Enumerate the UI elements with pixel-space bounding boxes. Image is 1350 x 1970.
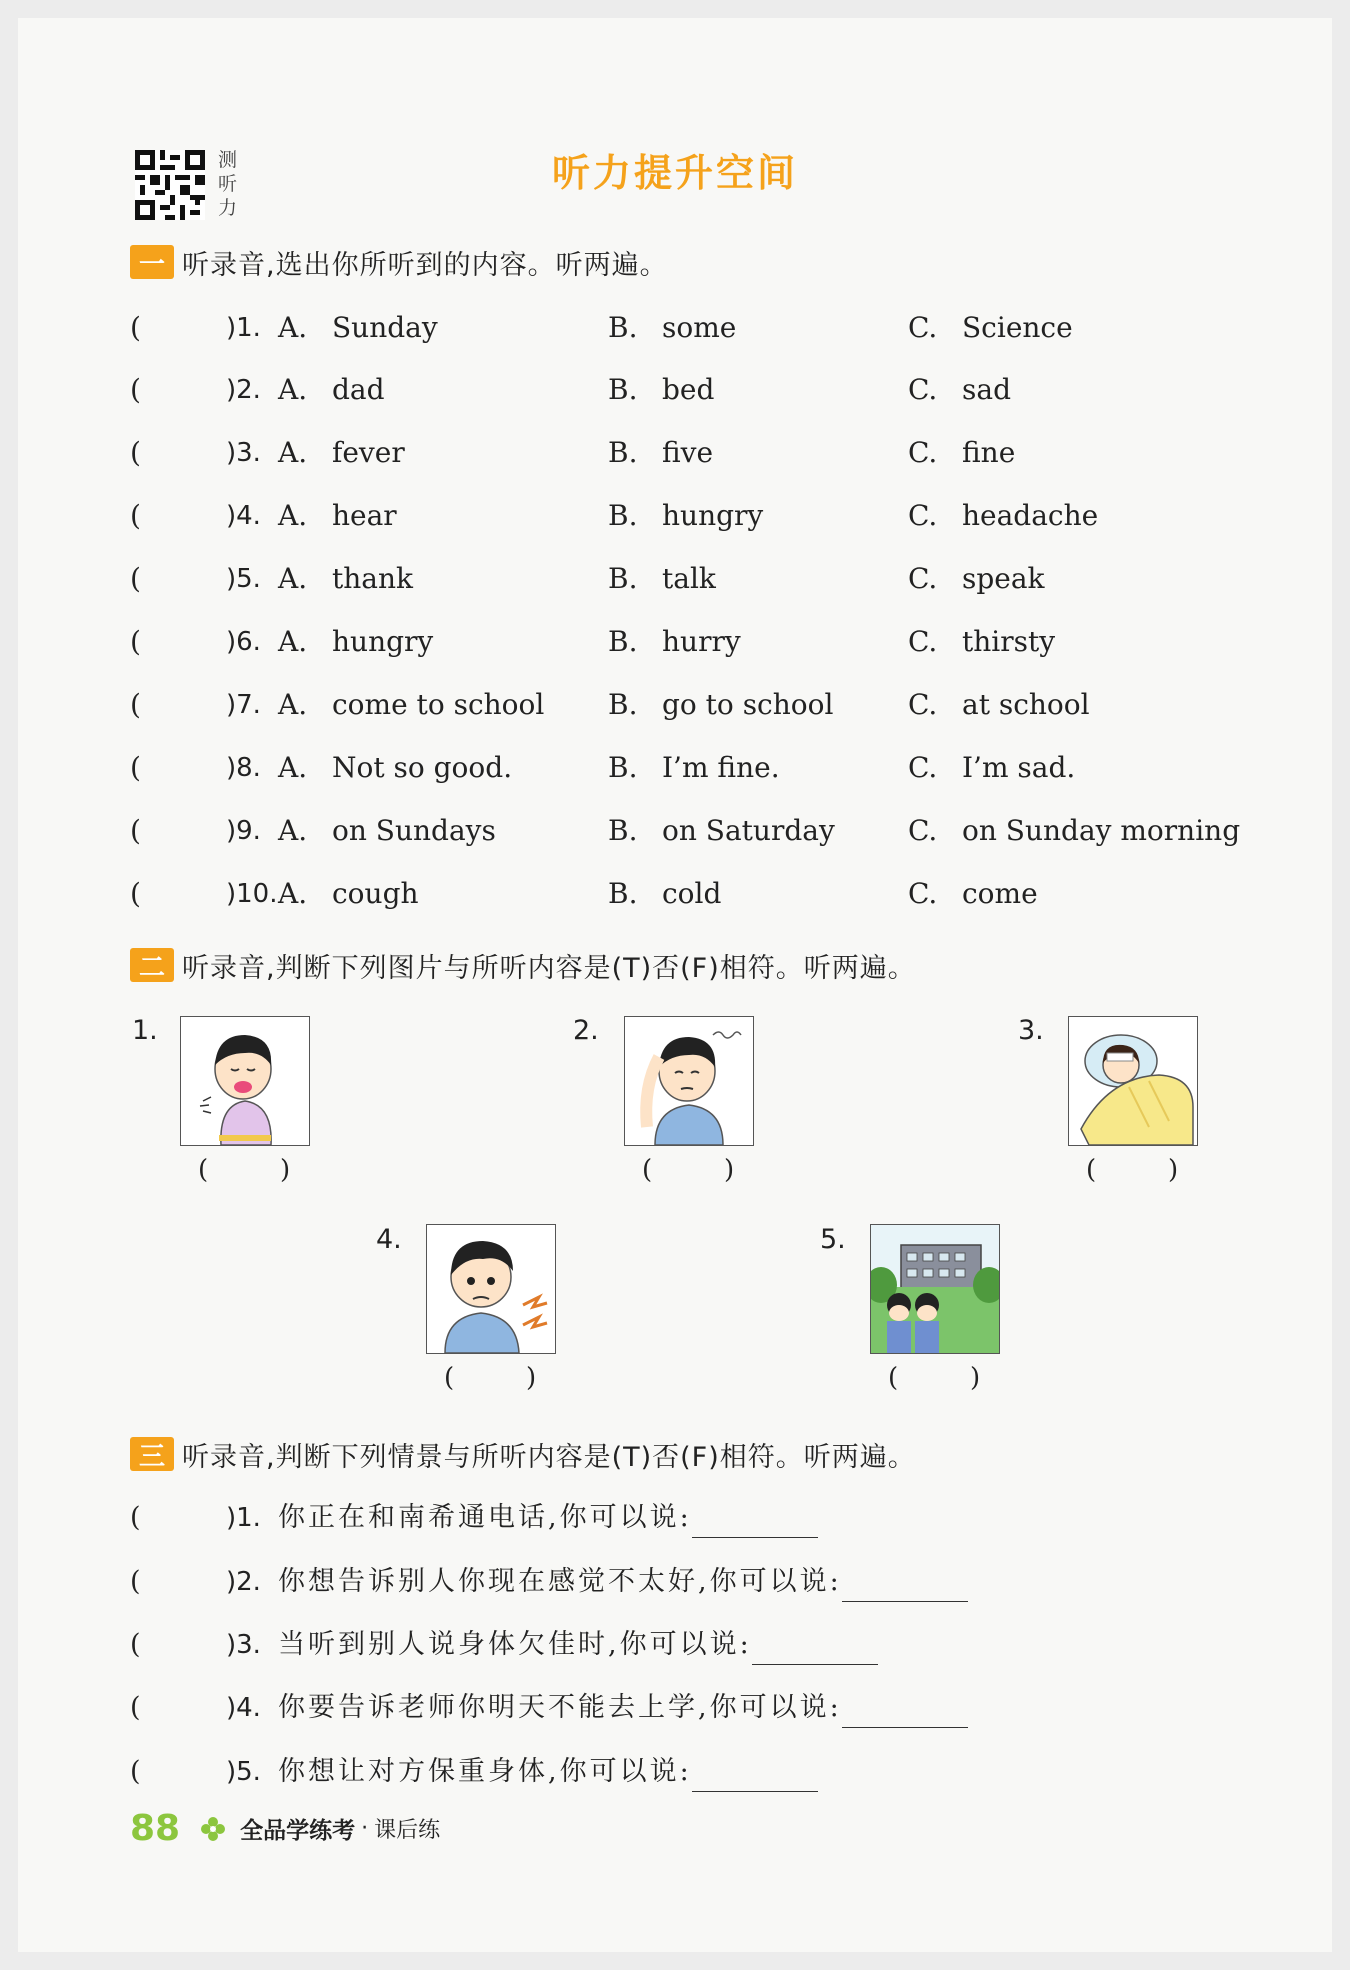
option-c-label: C. xyxy=(908,751,938,784)
question-number: )7. xyxy=(226,690,261,720)
option-a: Sunday xyxy=(332,311,438,344)
paren-close: ) xyxy=(1168,1155,1179,1185)
option-c-label: C. xyxy=(908,436,938,469)
option-b-label: B. xyxy=(608,373,638,406)
picture-4-number: 4. xyxy=(376,1224,402,1255)
scenario-text: 你要告诉老师你明天不能去上学,你可以说: xyxy=(278,1692,842,1723)
option-b: go to school xyxy=(662,688,834,721)
answer-blank[interactable] xyxy=(842,1571,968,1602)
section-2-instruction: 听录音,判断下列图片与所听内容是(T)否(F)相符。听两遍。 xyxy=(182,952,916,984)
section-1-instruction: 听录音,选出你所听到的内容。听两遍。 xyxy=(182,249,668,281)
option-a-label: A. xyxy=(278,625,308,658)
paren-open: ( xyxy=(888,1363,899,1393)
answer-paren[interactable]: ( xyxy=(130,688,141,721)
answer-paren[interactable]: ( xyxy=(130,311,141,344)
option-a-label: A. xyxy=(278,751,308,784)
paren-close: ) xyxy=(526,1363,537,1393)
option-c-label: C. xyxy=(908,499,938,532)
option-b-label: B. xyxy=(608,751,638,784)
answer-paren[interactable]: ( xyxy=(130,1692,141,1723)
option-a-label: A. xyxy=(278,688,308,721)
option-a-label: A. xyxy=(278,373,308,406)
section-1-number: 一 xyxy=(130,245,174,279)
option-b: talk xyxy=(662,562,716,595)
option-b: I’m fine. xyxy=(662,751,780,784)
paren-close: ) xyxy=(724,1155,735,1185)
school-icon xyxy=(870,1224,1000,1354)
option-a-label: A. xyxy=(278,311,308,344)
option-a-label: A. xyxy=(278,877,308,910)
option-b-label: B. xyxy=(608,814,638,847)
option-c: sad xyxy=(962,373,1011,406)
option-b: bed xyxy=(662,373,715,406)
brand-name: 全品学练考 xyxy=(240,1818,356,1844)
paren-open: ( xyxy=(642,1155,653,1185)
option-a: dad xyxy=(332,373,385,406)
option-b: some xyxy=(662,311,737,344)
question-number: )5. xyxy=(226,564,261,594)
answer-blank[interactable] xyxy=(692,1507,818,1538)
answer-paren[interactable]: ( xyxy=(130,499,141,532)
section-3-instruction: 听录音,判断下列情景与所听内容是(T)否(F)相符。听两遍。 xyxy=(182,1441,916,1473)
section-2-header xyxy=(130,945,916,985)
picture-3-number: 3. xyxy=(1018,1015,1044,1046)
question-number: )3. xyxy=(226,1630,261,1660)
option-a: Not so good. xyxy=(332,751,513,784)
question-number: )9. xyxy=(226,816,261,846)
answer-paren[interactable]: ( xyxy=(130,814,141,847)
answer-paren[interactable]: ( xyxy=(130,1756,141,1787)
option-b-label: B. xyxy=(608,877,638,910)
option-c: thirsty xyxy=(962,625,1056,658)
option-c: I’m sad. xyxy=(962,751,1076,784)
option-c-label: C. xyxy=(908,373,938,406)
scenario-text: 当听到别人说身体欠佳时,你可以说: xyxy=(278,1629,752,1660)
question-number: )3. xyxy=(226,438,261,468)
question-number: )10. xyxy=(226,879,278,909)
question-number: )5. xyxy=(226,1757,261,1787)
option-a-label: A. xyxy=(278,436,308,469)
option-c-label: C. xyxy=(908,688,938,721)
answer-paren[interactable]: ( xyxy=(130,562,141,595)
option-a-label: A. xyxy=(278,499,308,532)
page-title: 听力提升空间 xyxy=(551,151,798,195)
answer-paren[interactable]: ( xyxy=(130,1629,141,1660)
answer-blank[interactable] xyxy=(842,1697,968,1728)
option-a: on Sundays xyxy=(332,814,496,847)
coughing-boy-icon xyxy=(180,1016,310,1146)
option-b: hungry xyxy=(662,499,764,532)
option-c-label: C. xyxy=(908,562,938,595)
answer-paren[interactable]: ( xyxy=(130,1566,141,1597)
option-c: speak xyxy=(962,562,1045,595)
option-b-label: B. xyxy=(608,688,638,721)
paren-open: ( xyxy=(198,1155,209,1185)
scenario-text: 你想告诉别人你现在感觉不太好,你可以说: xyxy=(278,1566,842,1597)
option-a-label: A. xyxy=(278,562,308,595)
answer-paren[interactable]: ( xyxy=(130,436,141,469)
answer-paren[interactable]: ( xyxy=(130,751,141,784)
brand-subtitle: 课后练 xyxy=(374,1818,441,1843)
option-a-label: A. xyxy=(278,814,308,847)
question-number: )4. xyxy=(226,1693,261,1723)
paren-close: ) xyxy=(280,1155,291,1185)
option-a: cough xyxy=(332,877,419,910)
answer-paren[interactable]: ( xyxy=(130,1502,141,1533)
paren-open: ( xyxy=(444,1363,455,1393)
question-number: )2. xyxy=(226,1567,261,1597)
answer-blank[interactable] xyxy=(692,1761,818,1792)
question-number: )6. xyxy=(226,627,261,657)
question-number: )8. xyxy=(226,753,261,783)
option-c-label: C. xyxy=(908,311,938,344)
option-b-label: B. xyxy=(608,499,638,532)
option-b: five xyxy=(662,436,714,469)
paren-open: ( xyxy=(1086,1155,1097,1185)
answer-blank[interactable] xyxy=(752,1634,878,1665)
option-b: hurry xyxy=(662,625,741,658)
option-c-label: C. xyxy=(908,625,938,658)
footer xyxy=(130,1808,440,1849)
option-c: Science xyxy=(962,311,1073,344)
question-number: )2. xyxy=(226,375,261,405)
dizzy-boy-icon xyxy=(624,1016,754,1146)
qr-label: 测听力 xyxy=(218,149,238,219)
option-a: hear xyxy=(332,499,397,532)
clover-icon xyxy=(198,1814,228,1844)
question-number: )1. xyxy=(226,313,261,343)
option-b: on Saturday xyxy=(662,814,835,847)
brand-dot: · xyxy=(361,1816,369,1841)
picture-5-number: 5. xyxy=(820,1224,846,1255)
section-1-header xyxy=(130,242,668,282)
option-c: at school xyxy=(962,688,1090,721)
option-b-label: B. xyxy=(608,436,638,469)
option-c: headache xyxy=(962,499,1099,532)
question-number: )4. xyxy=(226,501,261,531)
option-a: thank xyxy=(332,562,413,595)
option-b: cold xyxy=(662,877,722,910)
picture-1-number: 1. xyxy=(132,1015,158,1046)
option-a: hungry xyxy=(332,625,434,658)
option-c: fine xyxy=(962,436,1016,469)
option-b-label: B. xyxy=(608,311,638,344)
section-3-number: 三 xyxy=(130,1437,174,1471)
scenario-text: 你正在和南希通电话,你可以说: xyxy=(278,1502,692,1533)
question-number: )1. xyxy=(226,1503,261,1533)
option-c: come xyxy=(962,877,1038,910)
option-b-label: B. xyxy=(608,625,638,658)
answer-paren[interactable]: ( xyxy=(130,877,141,910)
option-c-label: C. xyxy=(908,814,938,847)
option-a: come to school xyxy=(332,688,545,721)
section-3-header xyxy=(130,1434,916,1474)
picture-2-number: 2. xyxy=(573,1015,599,1046)
sick-in-bed-icon xyxy=(1068,1016,1198,1146)
page-number: 88 xyxy=(130,1808,181,1849)
paren-close: ) xyxy=(970,1363,981,1393)
option-a: fever xyxy=(332,436,405,469)
answer-paren[interactable]: ( xyxy=(130,373,141,406)
option-b-label: B. xyxy=(608,562,638,595)
scenario-text: 你想让对方保重身体,你可以说: xyxy=(278,1756,692,1787)
option-c: on Sunday morning xyxy=(962,814,1241,847)
option-c-label: C. xyxy=(908,877,938,910)
answer-paren[interactable]: ( xyxy=(130,625,141,658)
toothache-boy-icon xyxy=(426,1224,556,1354)
section-2-number: 二 xyxy=(130,948,174,982)
